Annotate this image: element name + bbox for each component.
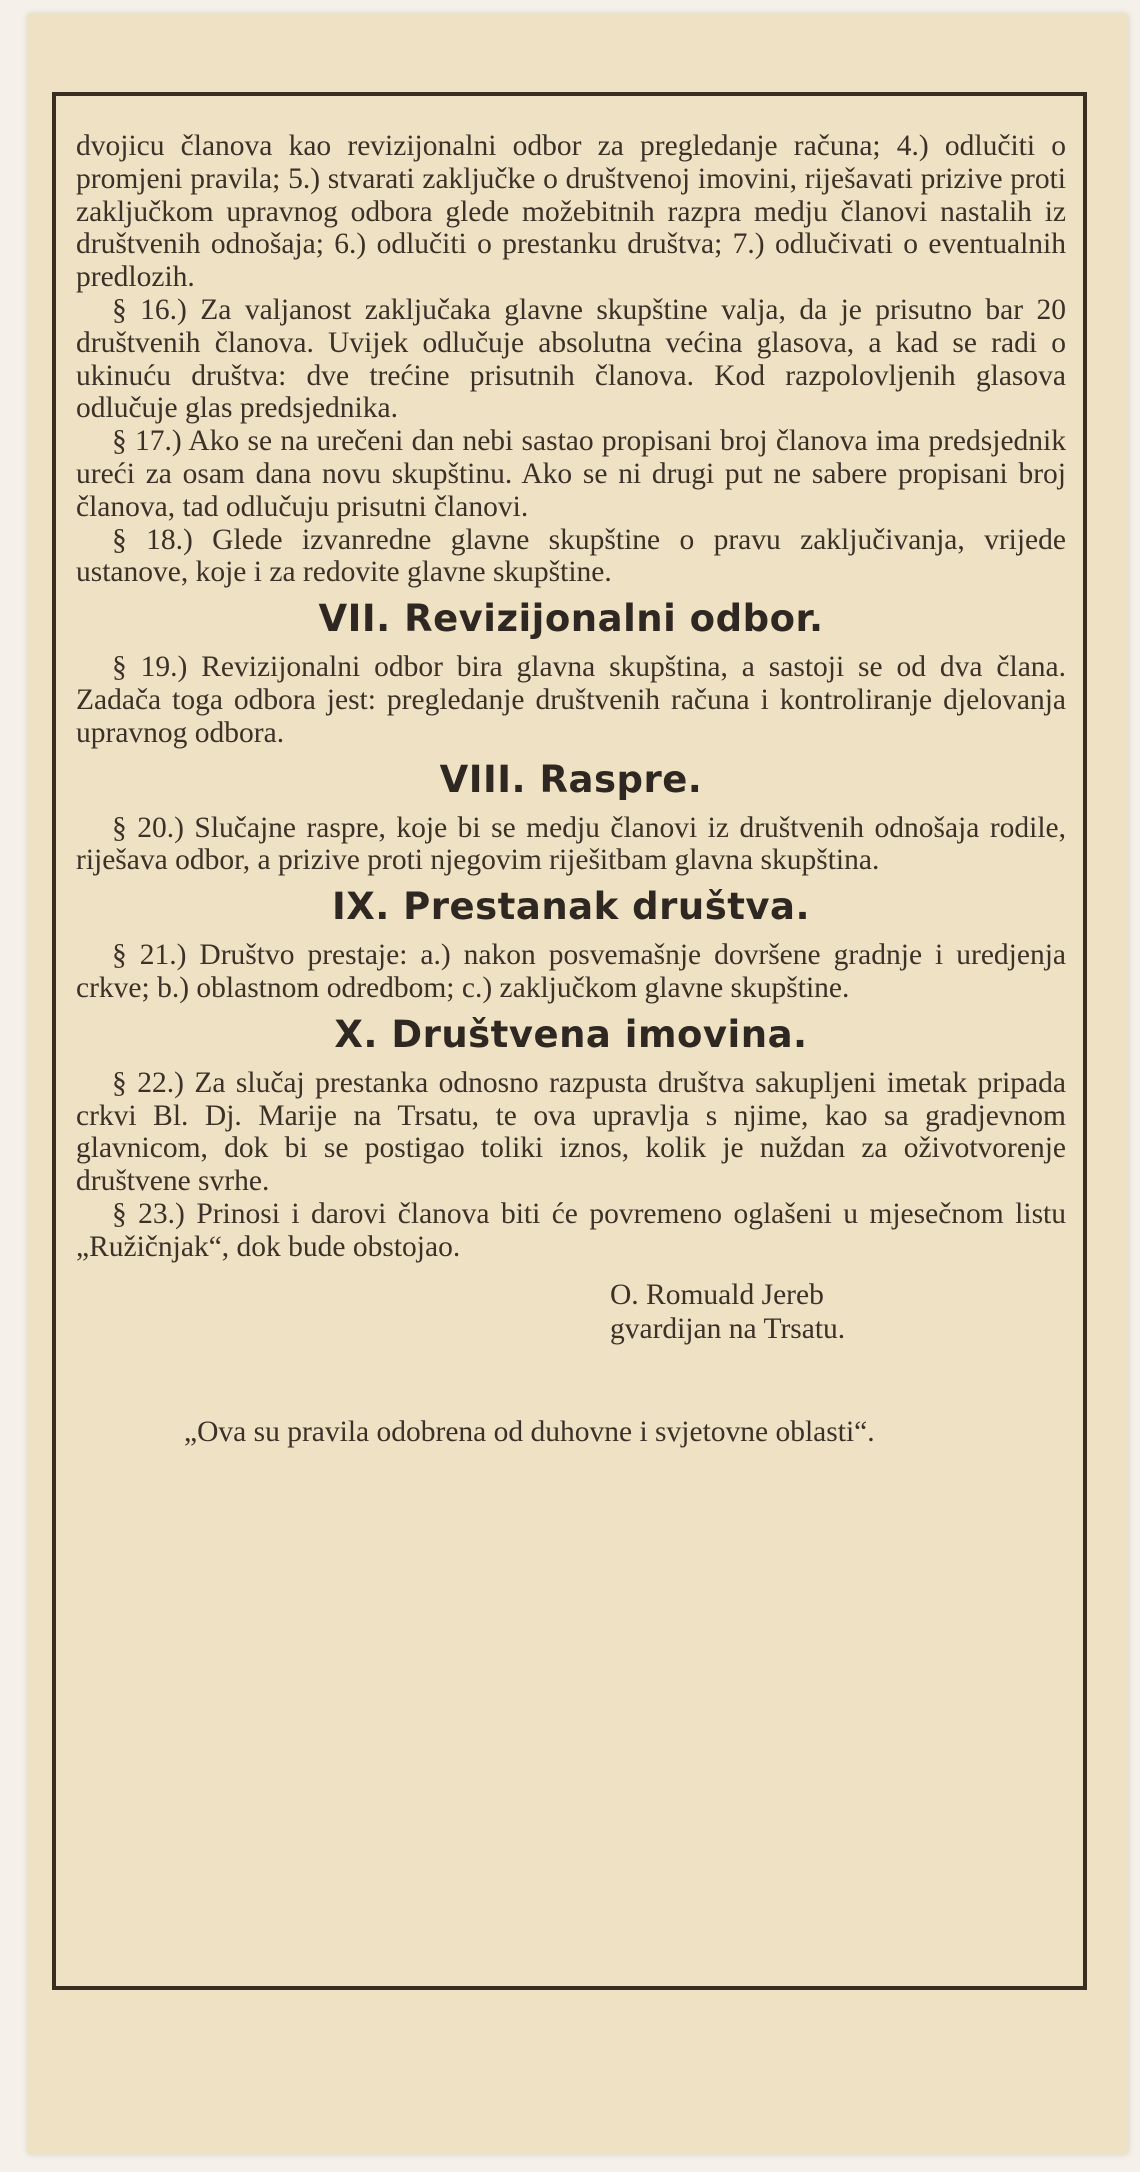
- section-22: § 22.) Za slučaj prestanka odnosno razpusta društva sakupljeni imetak pripada crkvi Bl. Dj. Marije na Trsatu, te ova upravlja s njime, kao sa gradjevnom glavnicom, dok bi se postigao toliki iznos, kolik je nuždan za oživotvorenje društvene svrhe.: [76, 1066, 1066, 1198]
- approval-note-block: [76, 1416, 1066, 1449]
- heading-viii: VIII. Raspre.: [439, 757, 703, 801]
- document-body: [76, 130, 1066, 1448]
- section-21: § 21.) Društvo prestaje: a.) nakon posvemašnje dovršene gradnje i uredjenja crkve; b.) oblastnom odredbom; c.) zaključkom glavne skupštine.: [76, 939, 1066, 1004]
- section-18: § 18.) Glede izvanredne glavne skupštine o pravu zaključivanja, vrijede ustanove, koje i za redovite glavne skupštine.: [76, 523, 1066, 589]
- section-23: § 23.) Prinosi i darovi članova biti će povremeno oglašeni u mjesečnom listu „Ružičnjak“, dok bude obstojao.: [76, 1197, 1066, 1263]
- heading-vii: VII. Revizijonalni odbor.: [318, 597, 824, 641]
- heading-ix: IX. Prestanak društva.: [331, 885, 811, 929]
- section-16: § 16.) Za valjanost zaključaka glavne skupštine valja, da je prisutno bar 20 društvenih članova. Uvijek odlučuje absolutna većina glasova, a kad se radi o ukinuću društva: dve trećine prisutnih članova. Kod razpolovljenih glasova odlučuje glas predsjednika.: [76, 293, 1066, 425]
- approval-note: „Ova su pravila odobrena od duhovne i svjetovne oblasti“.: [184, 1415, 875, 1448]
- signature-name: O. Romuald Jereb: [610, 1278, 824, 1311]
- signature-title: gvardijan na Trsatu.: [610, 1312, 846, 1345]
- section-17: § 17.) Ako se na urečeni dan nebi sastao propisani broj članova ima predsjednik ureći za osam dana novu skupštinu. Ako se ni drugi put ne sabere propisani broj članova, tad odlučuju prisutni članovi.: [76, 425, 1066, 523]
- section-20: § 20.) Slučajne raspre, koje bi se medju članovi iz društvenih odnošaja rodile, riješava odbor, a prizive proti njegovim riješitbam glavna skupština.: [76, 811, 1066, 877]
- section-19: § 19.) Revizijonalni odbor bira glavna skupština, a sastoji se od dva člana. Zadača toga odbora jest: pregledanje društvenih računa i kontroliranje djelovanja upravnog odbora.: [76, 651, 1066, 749]
- intro-paragraph: dvojicu članova kao revizijonalni odbor za pregledanje računa; 4.) odlučiti o promjeni pravila; 5.) stvarati zaključke o društvenoj imovini, riješavati prizive proti zaključkom upravnog odbora glede možebitnih razpra medju članovi nastalih iz društvenih odnošaja; 6.) odlučiti o prestanku društva; 7.) odlučivati o eventualnih predlozih.: [76, 130, 1066, 294]
- signature-block: [76, 1278, 1066, 1346]
- heading-x: X. Društvena imovina.: [334, 1012, 808, 1056]
